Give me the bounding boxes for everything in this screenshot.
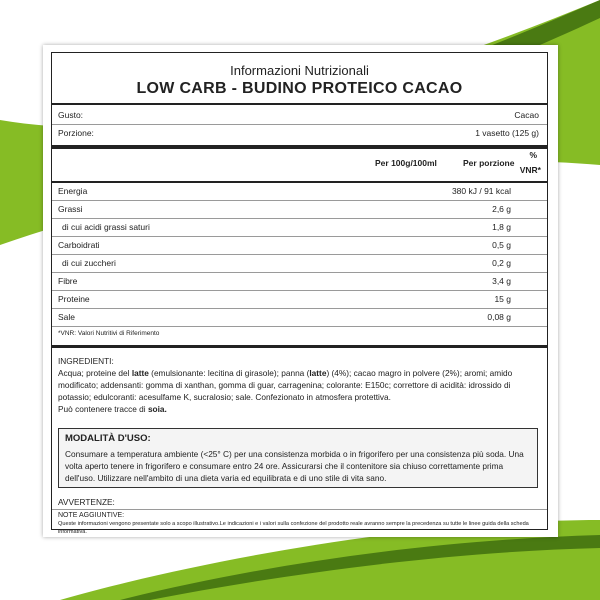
nutrition-label xyxy=(51,52,548,535)
ingredients-part: Acqua; proteine del xyxy=(58,368,132,378)
ingredients-title: INGREDIENTI: xyxy=(58,356,114,366)
row-divider xyxy=(52,509,547,510)
nutrient-value: 0,5 g xyxy=(492,240,511,250)
usage-text: Consumare a temperatura ambiente (<25° C) per una consistenza morbida o in frigorifero per una consistenza più soda. Una volta aperto tenere in frigorifero e consumare entro 24 ore. Assicurarsi che il contenitore sia chiuso correttamente prima dell'uso. Utilizzare nell'ambito di una dieta varia ed equilibrata e di uno stile di vita sano. xyxy=(65,449,524,483)
nutrient-name: Grassi xyxy=(58,204,83,214)
thick-divider xyxy=(52,345,547,348)
nutrient-name: Sale xyxy=(58,312,76,322)
warnings-title: AVVERTENZE: xyxy=(58,497,115,507)
porzione-row xyxy=(52,124,547,142)
nutrient-value: 0,2 g xyxy=(492,258,511,268)
nutrient-name: Energia xyxy=(58,186,88,196)
gusto-label: Gusto: xyxy=(58,110,84,120)
allergen: soia. xyxy=(147,404,167,414)
ingredients-part: ) (4%); cacao magro in polvere (2%); aromi; amido modificato; addensanti: gomma di xanthan, gomma di guar, carragenina; colorante: E150c; correttore di acidità: idrossido di potassio; edulcoranti: acesulfame K, sucralosio; sale. Confezionato in atmosfera protettiva. xyxy=(58,368,513,402)
col-porzione: Per porzione xyxy=(463,158,515,168)
nutrient-row xyxy=(52,236,547,254)
nutrient-name: di cui acidi grassi saturi xyxy=(62,222,150,232)
col-per100: Per 100g/100ml xyxy=(375,158,437,168)
nutrient-value: 380 kJ / 91 kcal xyxy=(451,186,511,196)
nutrient-row xyxy=(52,182,547,200)
thick-divider xyxy=(52,145,547,149)
traces-prefix: Può contenere tracce di xyxy=(58,404,148,414)
nutrient-row xyxy=(52,308,547,326)
nutrient-row xyxy=(52,254,547,272)
nutrient-value: 2,6 g xyxy=(492,204,511,214)
nutrient-name: di cui zuccheri xyxy=(62,258,116,268)
nutrient-name: Fibre xyxy=(58,276,78,286)
allergen: latte xyxy=(309,368,327,378)
notes-text: Queste informazioni vengono presentate solo a scopo illustrativo.Le indicazioni e i valori sulla confezione del prodotto reale avranno sempre la precedenza su tutte le linee guida della scheda informativa. xyxy=(58,521,529,535)
col-vnr: VNR* xyxy=(519,165,541,175)
usage-title: MODALITÀ D'USO: xyxy=(65,433,151,444)
gusto-value: Cacao xyxy=(514,110,539,120)
ingredients-part: (emulsionante: lecitina di girasole); panna ( xyxy=(148,368,310,378)
notes-title: NOTE AGGIUNTIVE: xyxy=(58,512,125,519)
porzione-value: 1 vasetto (125 g) xyxy=(475,128,539,138)
nutrient-row xyxy=(52,218,547,236)
nutrition-label-card xyxy=(43,45,558,537)
nutrient-value: 1,8 g xyxy=(492,222,511,232)
product-name: LOW CARB - BUDINO PROTEICO CACAO xyxy=(136,80,463,97)
nutrient-value: 15 g xyxy=(494,294,511,304)
nutrient-row xyxy=(52,272,547,290)
col-vnr-percent: % xyxy=(529,150,537,160)
nutrient-row xyxy=(52,200,547,218)
gusto-row xyxy=(52,106,547,124)
usage-box xyxy=(58,428,538,488)
row-divider xyxy=(52,326,547,327)
porzione-label: Porzione: xyxy=(58,128,94,138)
nutrient-value: 3,4 g xyxy=(492,276,511,286)
nutrient-row xyxy=(52,290,547,308)
traces-text xyxy=(58,403,539,415)
vnr-footnote: *VNR: Valori Nutritivi di Riferimento xyxy=(58,330,160,337)
nutrient-value: 0,08 g xyxy=(487,312,511,322)
ingredients-text xyxy=(58,367,539,403)
label-heading: Informazioni Nutrizionali xyxy=(230,63,369,78)
divider xyxy=(52,103,547,105)
nutrient-name: Carboidrati xyxy=(58,240,100,250)
nutrient-name: Proteine xyxy=(58,294,90,304)
allergen: latte xyxy=(131,368,149,378)
